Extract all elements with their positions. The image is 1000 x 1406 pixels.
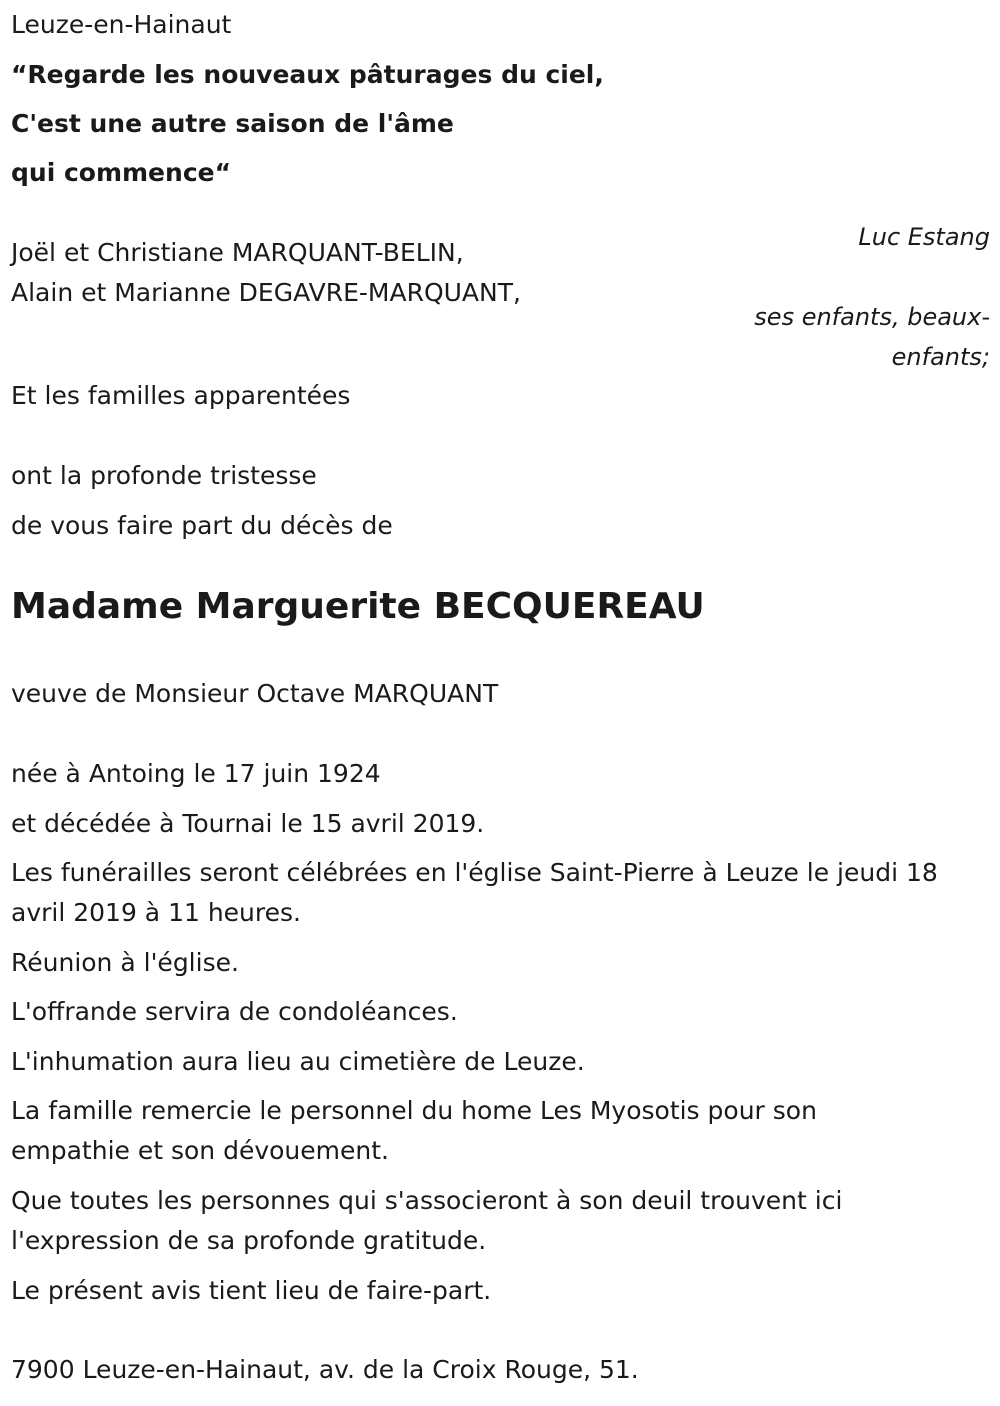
quote-line-2: C'est une autre saison de l'âme <box>11 109 454 138</box>
announcement-line-2: de vous faire part du décès de <box>11 511 393 540</box>
family-relation-line-2: enfants; <box>891 343 990 371</box>
family-relation-line-1: ses enfants, beaux- <box>754 303 990 331</box>
funeral-paragraph: Les funérailles seront célébrées en l'église Saint-Pierre à Leuze le jeudi 18 avril 2019 à 11 heures. <box>11 858 938 927</box>
relatives-line: Et les familles apparentées <box>11 381 351 410</box>
widow-of-line: veuve de Monsieur Octave MARQUANT <box>11 679 499 708</box>
address-line: 7900 Leuze-en-Hainaut, av. de la Croix Rouge, 51. <box>11 1355 639 1384</box>
quote-line-3: qui commence“ <box>11 158 232 187</box>
location-heading: Leuze-en-Hainaut <box>11 10 232 39</box>
burial-line: L'inhumation aura lieu au cimetière de Leuze. <box>11 1047 585 1076</box>
death-line: et décédée à Tournai le 15 avril 2019. <box>11 809 485 838</box>
family-line-1: Joël et Christiane MARQUANT-BELIN, <box>11 238 464 267</box>
offering-line: L'offrande servira de condoléances. <box>11 997 458 1026</box>
notice-line: Le présent avis tient lieu de faire-part. <box>11 1276 492 1305</box>
birth-line: née à Antoing le 17 juin 1924 <box>11 759 381 788</box>
family-line-2: Alain et Marianne DEGAVRE-MARQUANT, <box>11 278 521 307</box>
announcement-line-1: ont la profonde tristesse <box>11 461 317 490</box>
thanks-paragraph: La famille remercie le personnel du home Les Myosotis pour son empathie et son dévouement. <box>11 1096 817 1165</box>
quote-line-1: “Regarde les nouveaux pâturages du ciel, <box>11 60 604 89</box>
deceased-name: Madame Marguerite BECQUEREAU <box>11 586 705 627</box>
quote-author: Luc Estang <box>858 223 990 251</box>
meeting-line: Réunion à l'église. <box>11 948 239 977</box>
gratitude-paragraph: Que toutes les personnes qui s'associeront à son deuil trouvent ici l'expression de sa profonde gratitude. <box>11 1186 843 1255</box>
